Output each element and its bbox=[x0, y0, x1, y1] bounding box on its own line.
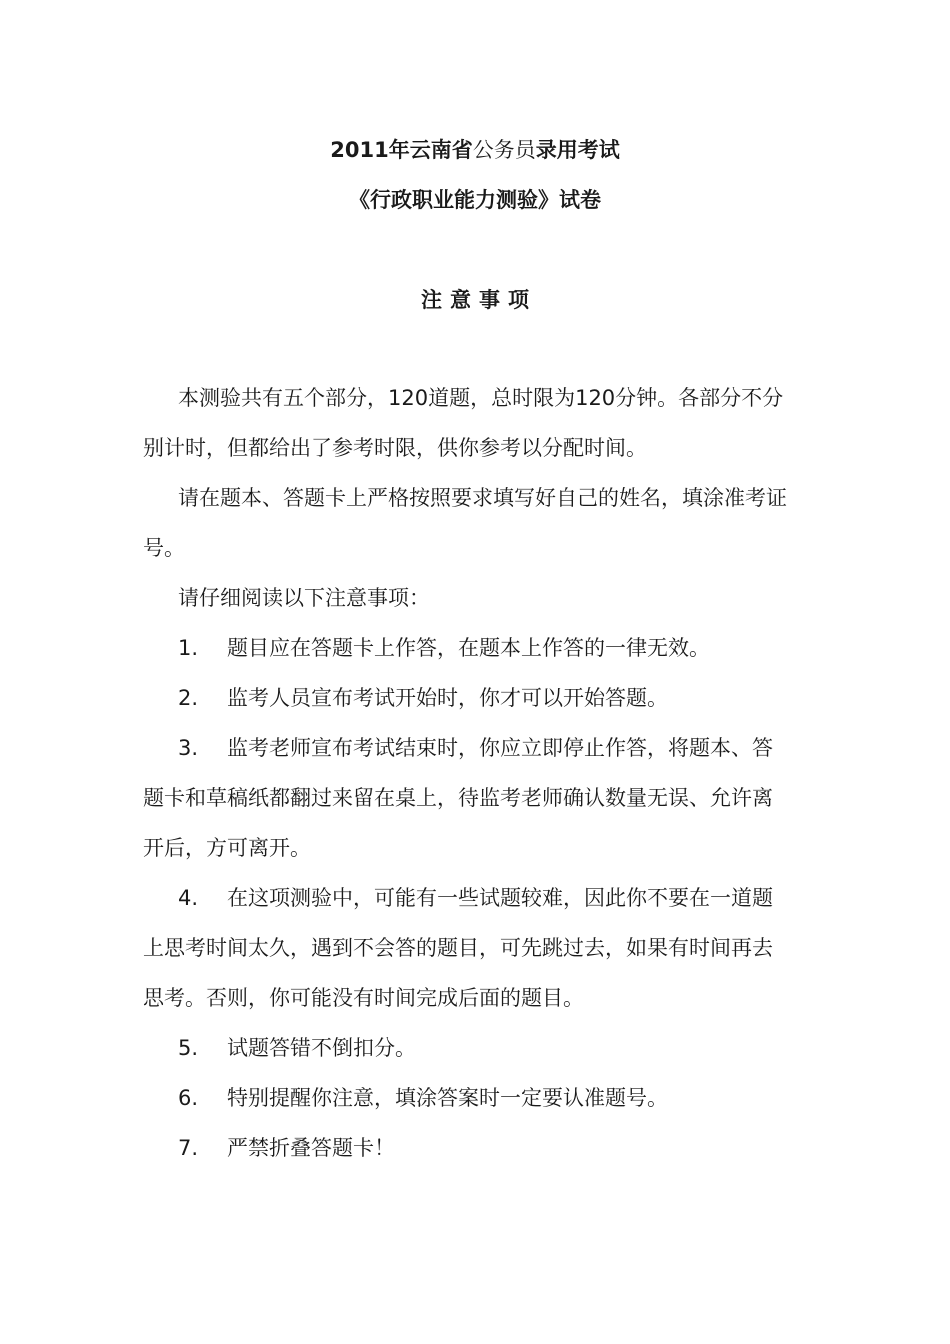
item-number: 7. bbox=[178, 1136, 199, 1160]
intro-paragraph-2 bbox=[143, 473, 808, 573]
notice-item-2 bbox=[143, 673, 808, 723]
item-text: 监考人员宣布考试开始时，你才可以开始答题。 bbox=[227, 686, 668, 710]
notice-item-5 bbox=[143, 1023, 808, 1073]
notice-heading: 注意事项 bbox=[421, 288, 537, 312]
title-civil-servant: 公务员 bbox=[472, 138, 536, 162]
item-text: 思考。否则，你可能没有时间完成后面的题目。 bbox=[143, 986, 584, 1010]
item-number: 1. bbox=[178, 636, 199, 660]
item-text: 题目应在答题卡上作答，在题本上作答的一律无效。 bbox=[227, 636, 710, 660]
paragraph-line: 别计时，但都给出了参考时限，供你参考以分配时间。 bbox=[143, 436, 647, 460]
intro-paragraph-1 bbox=[143, 373, 808, 473]
item-text: 上思考时间太久，遇到不会答的题目，可先跳过去，如果有时间再去 bbox=[143, 936, 773, 960]
notice-item-1 bbox=[143, 623, 808, 673]
notice-item-4 bbox=[143, 873, 808, 1023]
item-text: 题卡和草稿纸都翻过来留在桌上，待监考老师确认数量无误、允许离 bbox=[143, 786, 773, 810]
title-exam: 录用考试 bbox=[535, 138, 620, 162]
item-number: 6. bbox=[178, 1086, 199, 1110]
paragraph-line: 号。 bbox=[143, 536, 185, 560]
paragraph-line: 本测验共有五个部分，120道题，总时限为120分钟。各部分不分 bbox=[178, 386, 784, 410]
item-text: 严禁折叠答题卡！ bbox=[227, 1136, 395, 1160]
item-number: 2. bbox=[178, 686, 199, 710]
title-year-province: 2011年云南省 bbox=[330, 138, 473, 162]
item-text: 监考老师宣布考试结束时，你应立即停止作答，将题本、答 bbox=[227, 736, 773, 760]
notice-item-6 bbox=[143, 1073, 808, 1123]
item-text: 在这项测验中，可能有一些试题较难，因此你不要在一道题 bbox=[227, 886, 773, 910]
document-title bbox=[0, 135, 950, 165]
item-text: 开后，方可离开。 bbox=[143, 836, 311, 860]
notice-item-3 bbox=[143, 723, 808, 873]
intro-paragraph-3 bbox=[143, 573, 808, 623]
item-text: 特别提醒你注意，填涂答案时一定要认准题号。 bbox=[227, 1086, 668, 1110]
paragraph-line: 请在题本、答题卡上严格按照要求填写好自己的姓名，填涂准考证 bbox=[178, 486, 787, 510]
paragraph-line: 请仔细阅读以下注意事项： bbox=[178, 586, 430, 610]
document-subtitle: 《行政职业能力测验》试卷 bbox=[349, 188, 601, 212]
item-number: 3. bbox=[178, 736, 199, 760]
item-text: 试题答错不倒扣分。 bbox=[227, 1036, 416, 1060]
notice-item-7 bbox=[143, 1123, 808, 1173]
item-number: 4. bbox=[178, 886, 199, 910]
item-number: 5. bbox=[178, 1036, 199, 1060]
